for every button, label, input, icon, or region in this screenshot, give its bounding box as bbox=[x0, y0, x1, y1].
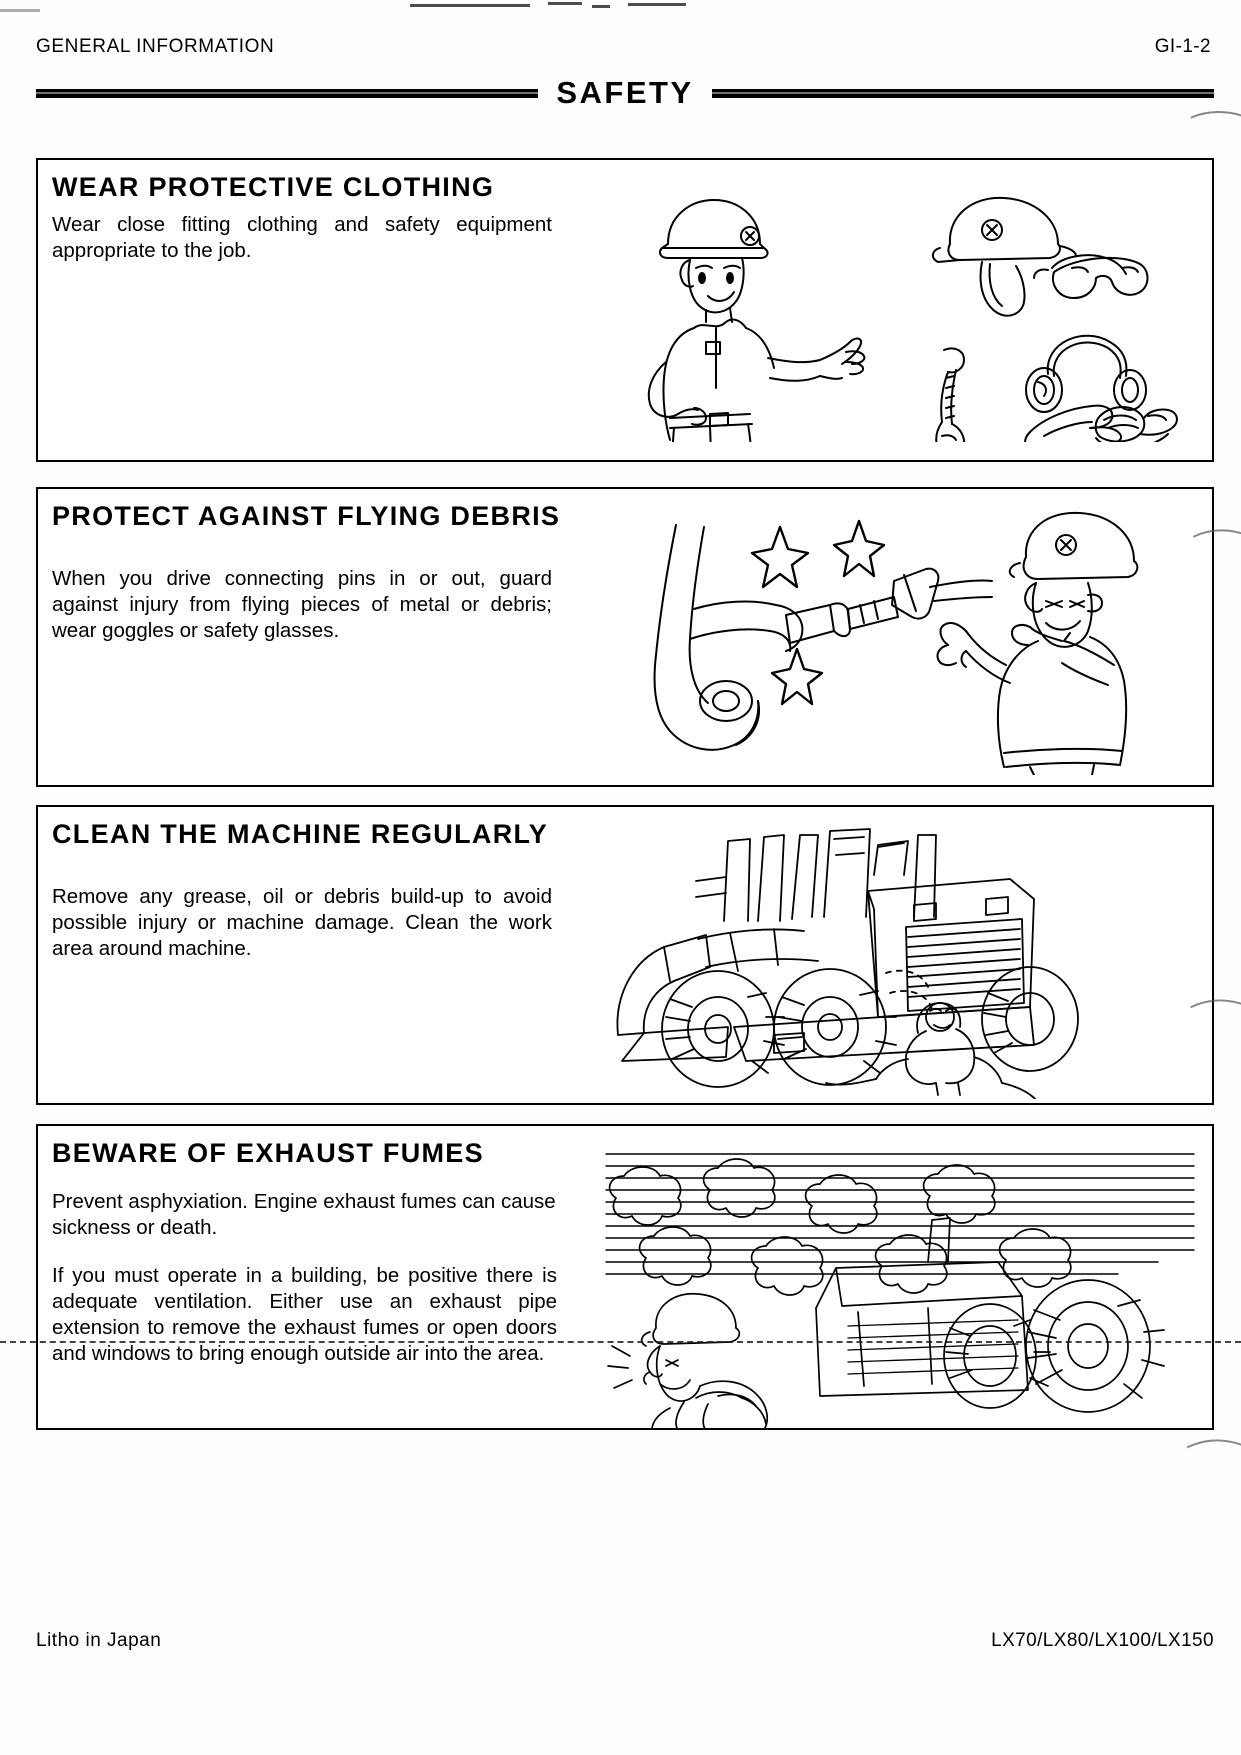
panel-body bbox=[52, 566, 552, 644]
panel-title: BEWARE OF EXHAUST FUMES bbox=[52, 1138, 484, 1168]
panel-title: PROTECT AGAINST FLYING DEBRIS bbox=[52, 501, 561, 531]
scan-edge-artifacts bbox=[0, 0, 1241, 18]
panel-paragraph: Remove any grease, oil or debris build-up to avoid possible injury or machine damage. Clean the work area around machine. bbox=[52, 885, 552, 960]
panel-body bbox=[52, 884, 552, 962]
illustration-wheel-loader-being-washed bbox=[578, 821, 1198, 1099]
header-rule-left bbox=[36, 89, 538, 98]
page-footer bbox=[36, 1630, 1214, 1660]
binder-arc-mark-lower bbox=[1143, 1424, 1241, 1571]
litho-label: Litho in Japan bbox=[36, 1630, 162, 1651]
section-title: SAFETY bbox=[556, 75, 694, 110]
page-number: GI-1-2 bbox=[1154, 36, 1211, 57]
panel-clean-the-machine-regularly bbox=[36, 805, 1214, 1105]
header-section-label: GENERAL INFORMATION bbox=[36, 36, 275, 57]
panel-wear-protective-clothing bbox=[36, 158, 1214, 462]
illustration-worker-with-ppe-items bbox=[598, 182, 1198, 442]
panel-paragraph: Wear close fitting clothing and safety equipment appropriate to the job. bbox=[52, 213, 552, 262]
panel-paragraph: When you drive connecting pins in or out, guard against injury from flying pieces of metal or debris; wear goggles or safety glasses. bbox=[52, 567, 552, 642]
panel-title: WEAR PROTECTIVE CLOTHING bbox=[52, 172, 495, 202]
header-rule-right bbox=[712, 89, 1214, 98]
panel-title: CLEAN THE MACHINE REGULARLY bbox=[52, 819, 549, 849]
illustration-worker-coughing-near-exhaust bbox=[598, 1140, 1198, 1430]
panel-beware-of-exhaust-fumes bbox=[36, 1124, 1214, 1430]
illustration-worker-hammering-pin-with-sparks bbox=[594, 505, 1194, 775]
panel-paragraph: If you must operate in a building, be positive there is adequate ventilation. Either use an exhaust pipe extension to remove the exhaust fumes or open doors and windows to bring enough outside air into the area. bbox=[52, 1264, 557, 1365]
page-header bbox=[0, 36, 1241, 70]
section-title-rule bbox=[36, 76, 1214, 110]
panel-paragraph: Prevent asphyxiation. Engine exhaust fumes can cause sickness or death. bbox=[52, 1190, 556, 1239]
panel-body bbox=[52, 212, 552, 264]
fold-mark-horizontal bbox=[0, 1341, 1241, 1343]
panel-protect-against-flying-debris bbox=[36, 487, 1214, 787]
model-list: LX70/LX80/LX100/LX150 bbox=[991, 1630, 1214, 1651]
